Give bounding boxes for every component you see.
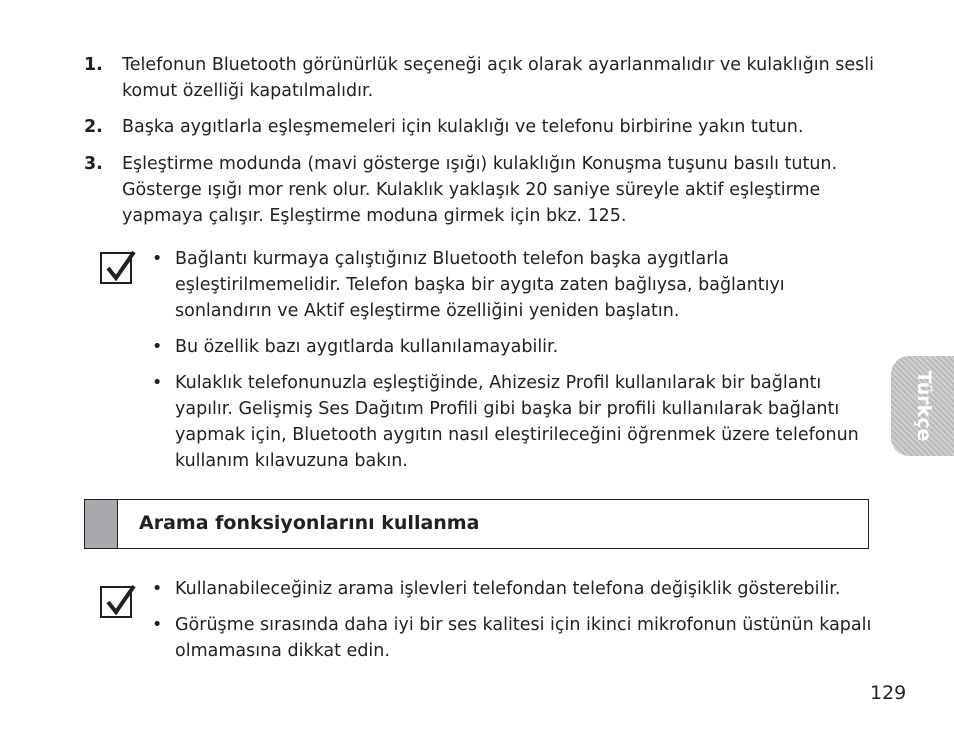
step-number: 2. [84,117,103,137]
bullet-text: Kullanabileceğiniz arama işlevleri telefondan telefona değişiklik gösterebilir. [175,579,841,599]
bullet-text: Kulaklık telefonunuzla eşleştiğinde, Ahizesiz Profil kullanılarak bir bağlantı yapılır. Gelişmiş Ses Dağıtım Profili gibi başka bir profili kullanılarak bağlantı yapmak için, Bluetooth aygıtın nasıl eleştirileceğini öğrenmek üzere telefonun kullanım kılavuzuna bakın. [175,373,859,471]
bullet-text: Bağlantı kurmaya çalıştığınız Bluetooth telefon başka aygıtlarla eşleştirilmemelidir. Telefon başka bir aygıta zaten bağlıysa, bağlantıyı sonlandırın ve Aktif eşleştirme özelliğini yeniden başlatın. [175,249,785,321]
note-bullets [152,576,872,674]
step-number: 1. [84,55,103,75]
language-tab-label: Türkçe [913,370,935,442]
bullet-icon: • [152,579,163,599]
step-text: Telefonun Bluetooth görünürlük seçeneği açık olarak ayarlanmalıdır ve kulaklığın sesli komut özelliği kapatılmalıdır. [122,55,875,101]
list-item [152,334,872,360]
step-2 [84,114,884,140]
checkbox-icon [100,586,132,618]
checkbox-icon [100,252,132,284]
language-tab [891,356,954,456]
bullet-icon: • [152,373,163,393]
bullet-icon: • [152,249,163,269]
list-item [152,246,872,324]
bullet-text: Bu özellik bazı aygıtlarda kullanılamayabilir. [175,337,559,357]
list-item [152,612,872,664]
section-header [84,499,869,549]
bullet-text: Görüşme sırasında daha iyi bir ses kalitesi için ikinci mikrofonun üstünün kapalı olmamasına dikkat edin. [175,615,872,661]
step-1 [84,52,884,104]
section-title: Arama fonksiyonlarını kullanma [139,512,480,534]
bullet-icon: • [152,615,163,635]
list-item [152,576,872,602]
bullet-icon: • [152,337,163,357]
step-text: Başka aygıtlarla eşleşmemeleri için kulaklığı ve telefonu birbirine yakın tutun. [122,117,804,137]
step-number: 3. [84,154,103,174]
step-text: Eşleştirme modunda (mavi gösterge ışığı) kulaklığın Konuşma tuşunu basılı tutun. Gösterge ışığı mor renk olur. Kulaklık yaklaşık 20 saniye süreyle aktif eşleştirme yapmaya çalışır. Eşleştirme moduna girmek için bkz. 125. [122,154,838,226]
list-item [152,370,872,474]
section-marker [85,500,118,548]
note-bullets [152,246,872,484]
step-3 [84,151,884,229]
page-number: 129 [870,682,907,704]
